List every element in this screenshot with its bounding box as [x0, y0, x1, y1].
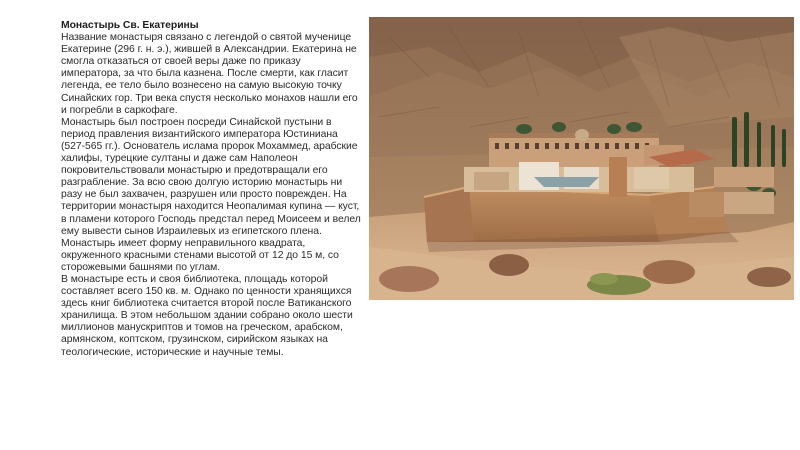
monastery-photo	[369, 17, 794, 300]
text-block	[61, 20, 361, 359]
monastery-photo-drawing	[369, 17, 794, 300]
paragraph: В монастыре есть и своя библиотека, площадь которой составляет всего 150 кв. м. Однако по ценности хранящихся здесь книг библиотека считается второй после Ватиканского хранилища. В этом небольшом здании собрано около шести миллионов манускриптов и томов на греческом, арабском, армянском, коптском, грузинском, сирийском языках на теологические, исторические и научные темы.	[61, 273, 353, 358]
paragraph: Монастырь был построен посреди Синайской пустыни в период правления византийского императора Юстиниана (527-565 гг.). Основатель ислама пророк Мохаммед, арабские халифы, турецкие султаны и даже сам Наполеон покровительствовали монастырю и предотвращали его разграбление. За всю свою долгую историю монастырь ни разу не был захвачен, разрушен или просто поврежден. На территории монастыря находится Неопалимая купина — куст, в пламени которого Господь предстал перед Моисеем и велел ему вывести сынов Израилевых из египетского плена.	[61, 116, 361, 237]
paragraph: Название монастыря связано с легендой о святой мученице Екатерине (296 г. н. э.), жившей в Александрии. Екатерина не смогла отказаться от своей веры даже по приказу императора, за что была казнена. После смерти, как гласит легенда, ее тело было вознесено на самую высокую точку Синайских гор. Три века спустя несколько монахов нашли его и погребли в саркофаге.	[61, 32, 358, 116]
paragraph: Монастырь имеет форму неправильного квадрата, окруженного красными стенами высотой от 12 до 15 м, со сторожевыми башнями по углам.	[61, 237, 339, 273]
slide-title: Монастырь Св. Екатерины	[61, 20, 199, 31]
